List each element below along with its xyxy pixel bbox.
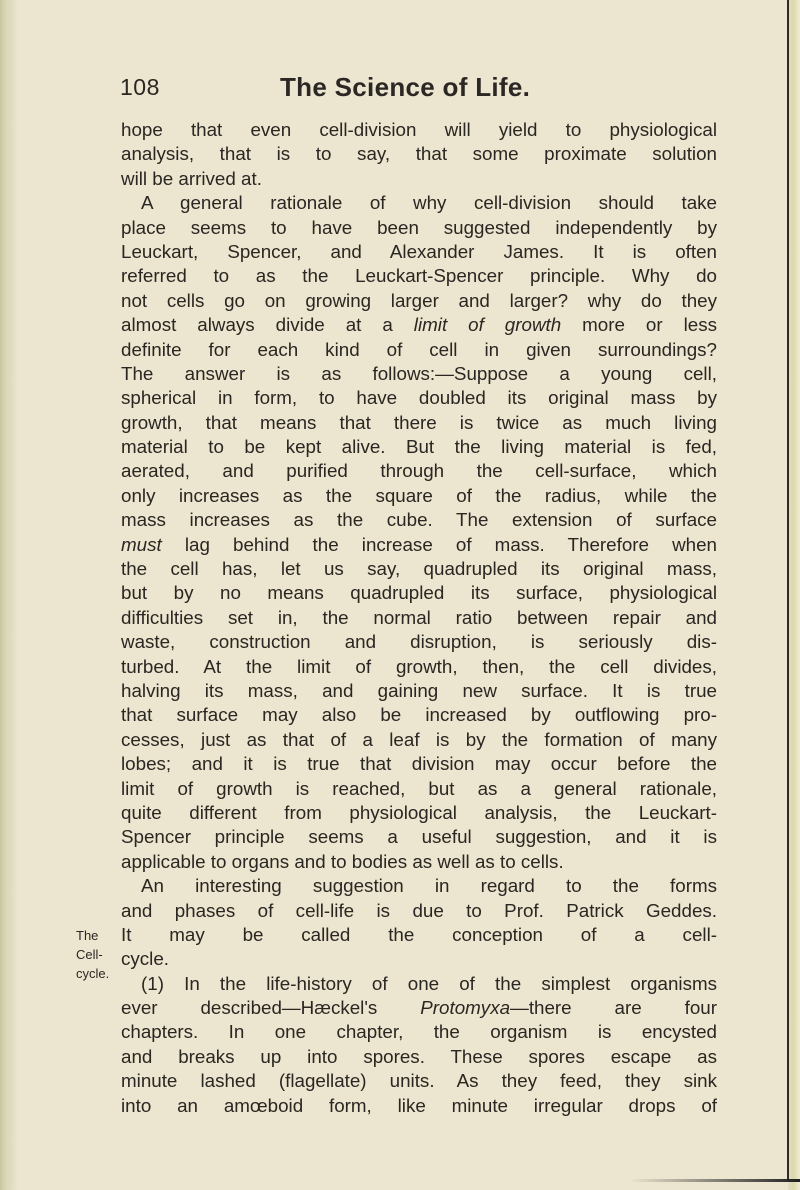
- italic-text: limit of growth: [413, 314, 562, 336]
- text-line: difficulties set in, the normal ratio between repair and: [121, 606, 717, 628]
- italic-text: Protomyxa: [420, 997, 511, 1019]
- page-number: 108: [120, 74, 160, 100]
- text-line: The answer is as follows:—Suppose a young cell,: [121, 362, 717, 384]
- text-line: material to be kept alive. But the living material is fed,: [121, 436, 717, 458]
- text-line: quite different from physiological analysis, the Leuckart-: [121, 801, 717, 823]
- margin-note-line: cycle.: [76, 966, 110, 982]
- text-line: referred to as the Leuckart-Spencer principle. Why do: [121, 265, 717, 287]
- text-line: cesses, just as that of a leaf is by the formation of many: [121, 728, 717, 750]
- text-line: but by no means quadrupled its surface, physiological: [121, 582, 717, 604]
- text-run: lag behind the increase of mass. Therefore when: [161, 533, 717, 555]
- page-edge-line: [787, 0, 789, 1180]
- text-line: growth, that means that there is twice as much living: [121, 411, 717, 433]
- text-line: definite for each kind of cell in given surroundings?: [121, 338, 717, 360]
- text-line: chapters. In one chapter, the organism is encysted: [121, 1021, 717, 1043]
- text-line: [121, 533, 717, 557]
- body-text: [121, 118, 717, 1118]
- text-line: (1) In the life-history of one of the simplest organisms: [141, 972, 717, 994]
- text-line: minute lashed (flagellate) units. As they feed, they sink: [121, 1070, 717, 1092]
- text-line: cycle.: [121, 948, 170, 970]
- text-line: and breaks up into spores. These spores escape as: [121, 1045, 717, 1067]
- margin-note-line: The Cell-: [76, 928, 103, 963]
- text-line: It may be called the conception of a cell-: [121, 923, 717, 945]
- page-bottom-shadow: [630, 1179, 800, 1182]
- margin-note: [76, 926, 120, 983]
- text-line: [121, 996, 717, 1020]
- running-title: The Science of Life.: [280, 72, 531, 102]
- text-line: turbed. At the limit of growth, then, the cell divides,: [121, 655, 717, 677]
- text-line: hope that even cell-division will yield to physiological: [121, 119, 717, 140]
- text-line: An interesting suggestion in regard to the forms: [141, 875, 717, 897]
- text-run: more or less: [561, 314, 717, 336]
- italic-text: must: [121, 533, 162, 555]
- text-line: that surface may also be increased by outflowing pro-: [121, 704, 717, 726]
- text-line: spherical in form, to have doubled its original mass by: [121, 387, 717, 409]
- text-line: halving its mass, and gaining new surface. It is true: [121, 679, 717, 701]
- page-header: [120, 72, 680, 106]
- text-line: into an amœboid form, like minute irregular drops of: [121, 1094, 717, 1116]
- text-line: Leuckart, Spencer, and Alexander James. It is often: [121, 240, 717, 262]
- text-line: applicable to organs and to bodies as well as to cells.: [121, 850, 564, 872]
- page-edge-right: [788, 0, 800, 1190]
- text-run: ever described—Hæckel's: [121, 997, 421, 1019]
- text-line: lobes; and it is true that division may occur before the: [121, 753, 717, 775]
- text-run: almost always divide at a: [121, 314, 414, 336]
- text-line: place seems to have been suggested independently by: [121, 216, 717, 238]
- text-line: Spencer principle seems a useful suggestion, and it is: [121, 826, 717, 848]
- text-line: not cells go on growing larger and larger? why do they: [121, 289, 717, 311]
- text-line: A general rationale of why cell-division should take: [141, 192, 717, 214]
- text-line: analysis, that is to say, that some proximate solution: [121, 143, 717, 165]
- text-line: the cell has, let us say, quadrupled its original mass,: [121, 558, 717, 580]
- page-gutter-left: [0, 0, 18, 1190]
- text-line: mass increases as the cube. The extension of surface: [121, 509, 717, 531]
- text-line: limit of growth is reached, but as a general rationale,: [121, 777, 717, 799]
- text-line: will be arrived at.: [121, 167, 262, 189]
- text-line: and phases of cell-life is due to Prof. Patrick Geddes.: [121, 899, 717, 921]
- text-line: waste, construction and disruption, is seriously dis-: [121, 631, 717, 653]
- text-line: only increases as the square of the radius, while the: [121, 484, 717, 506]
- text-run: —there are four: [510, 997, 717, 1019]
- text-line: aerated, and purified through the cell-surface, which: [121, 460, 717, 482]
- text-line: [121, 313, 717, 337]
